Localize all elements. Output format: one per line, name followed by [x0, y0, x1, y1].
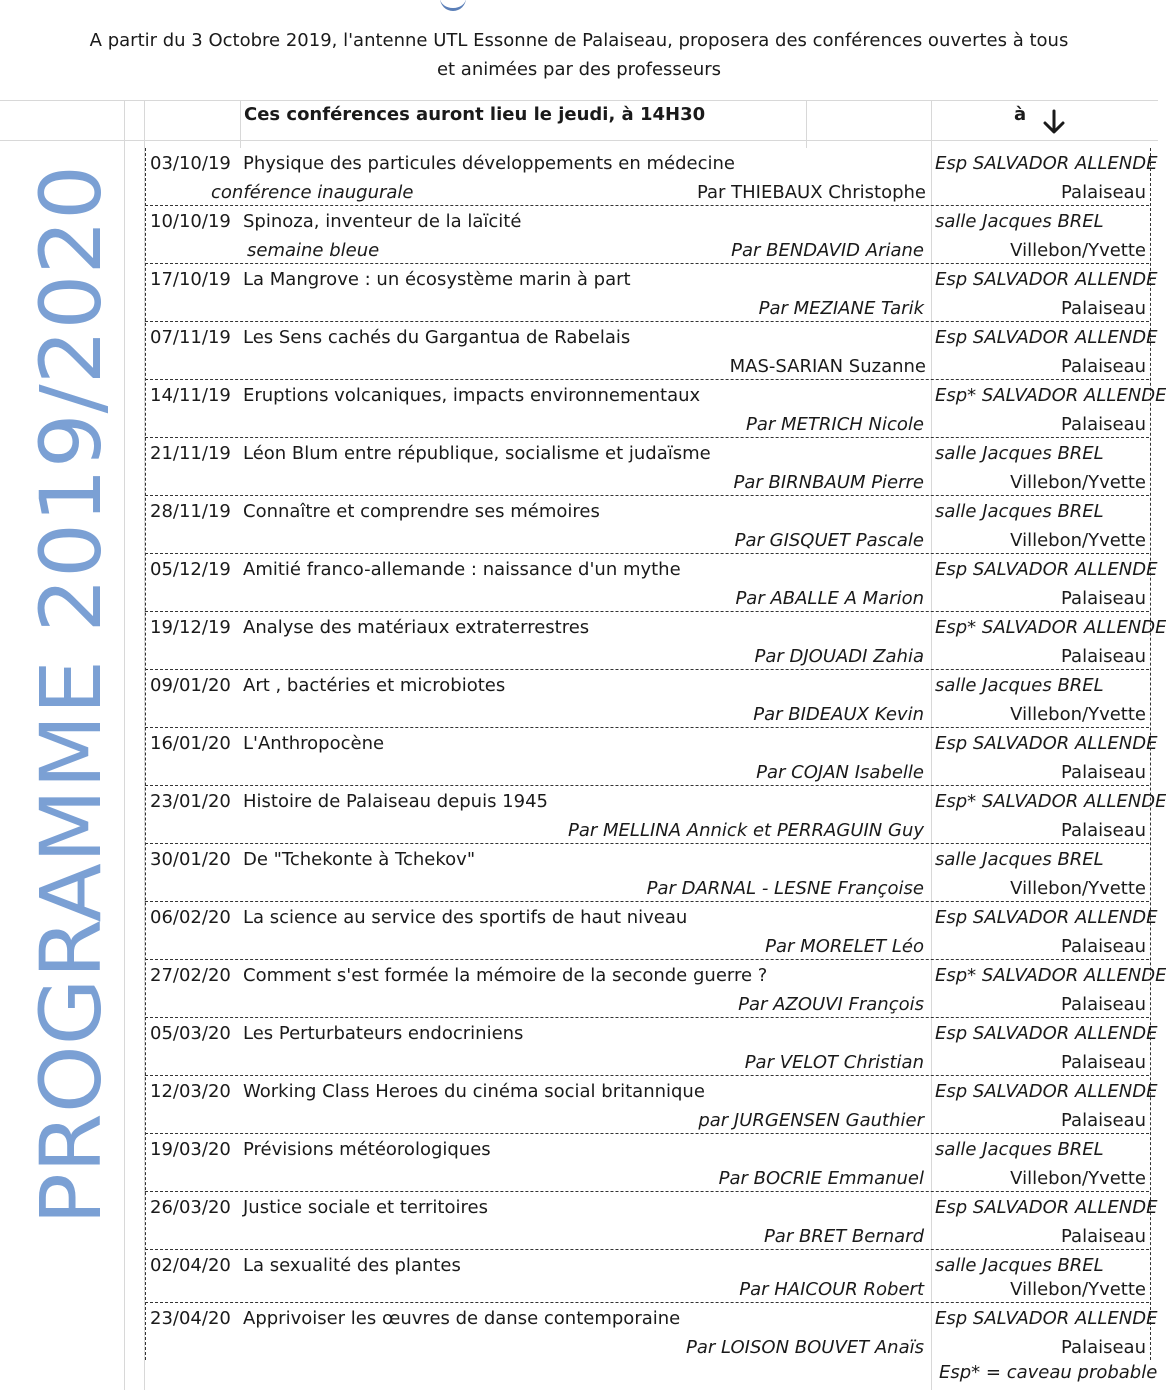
conference-date: 03/10/19: [150, 153, 231, 174]
conference-town: Palaiseau: [1061, 994, 1146, 1015]
conference-title: Eruptions volcaniques, impacts environnementaux: [243, 385, 701, 406]
conference-speaker: Par HAICOUR Robert: [739, 1279, 924, 1300]
conference-date: 12/03/20: [150, 1081, 231, 1102]
conference-town: Villebon/Yvette: [1010, 530, 1146, 551]
footnote: Esp* = caveau probable: [939, 1362, 1158, 1383]
row-separator: [145, 1302, 1149, 1303]
conference-venue: Esp SALVADOR ALLENDE: [935, 269, 1158, 290]
conference-title: L'Anthropocène: [243, 733, 385, 754]
conference-speaker: par JURGENSEN Gauthier: [698, 1110, 924, 1131]
conference-speaker: Par GISQUET Pascale: [734, 530, 924, 551]
conference-speaker: Par VELOT Christian: [744, 1052, 924, 1073]
conference-speaker: Par THIEBAUX Christophe: [696, 182, 926, 203]
conference-title: Les Sens cachés du Gargantua de Rabelais: [243, 327, 631, 348]
conference-title: Prévisions météorologiques: [243, 1139, 491, 1160]
row-separator: [145, 1075, 1149, 1076]
conference-venue: salle Jacques BREL: [935, 675, 1104, 696]
conference-venue: Esp* SALVADOR ALLENDE: [935, 617, 1166, 638]
side-title-text: PROGRAMME 2019/2020: [22, 191, 120, 1225]
conference-venue: salle Jacques BREL: [935, 849, 1104, 870]
row-separator: [145, 727, 1149, 728]
conference-venue: Esp SALVADOR ALLENDE: [935, 1197, 1158, 1218]
conference-title: Histoire de Palaiseau depuis 1945: [243, 791, 548, 812]
conference-title: Justice sociale et territoires: [243, 1197, 488, 1218]
conference-title: Léon Blum entre république, socialisme et judaïsme: [243, 443, 711, 464]
conference-town: Villebon/Yvette: [1010, 878, 1146, 899]
conference-venue: Esp SALVADOR ALLENDE: [935, 559, 1158, 580]
conference-speaker: Par AZOUVI François: [738, 994, 924, 1015]
conference-title: Apprivoiser les œuvres de danse contemporaine: [243, 1308, 681, 1329]
conference-town: Palaiseau: [1061, 1052, 1146, 1073]
conference-town: Palaiseau: [1061, 936, 1146, 957]
conference-title: De "Tchekonte à Tchekov": [243, 849, 476, 870]
conference-title: Physique des particules développements en médecine: [243, 153, 735, 174]
conference-speaker: Par BRET Bernard: [763, 1226, 924, 1247]
conference-date: 16/01/20: [150, 733, 231, 754]
conference-date: 14/11/19: [150, 385, 231, 406]
conference-date: 21/11/19: [150, 443, 231, 464]
conference-date: 06/02/20: [150, 907, 231, 928]
conference-date: 26/03/20: [150, 1197, 231, 1218]
conference-town: Villebon/Yvette: [1010, 472, 1146, 493]
conference-venue: salle Jacques BREL: [935, 1139, 1104, 1160]
row-separator: [145, 1191, 1149, 1192]
row-separator: [145, 553, 1149, 554]
conference-town: Villebon/Yvette: [1010, 1279, 1146, 1300]
row-separator: [145, 611, 1149, 612]
conference-title: La Mangrove : un écosystème marin à part: [243, 269, 631, 290]
conference-speaker: Par BENDAVID Ariane: [731, 240, 924, 261]
conference-town: Palaiseau: [1061, 298, 1146, 319]
schedule-header-title: Ces conférences auront lieu le jeudi, à 14H30: [244, 104, 706, 125]
conference-speaker: Par BOCRIE Emmanuel: [718, 1168, 924, 1189]
conference-speaker: Par MELLINA Annick et PERRAGUIN Guy: [568, 820, 924, 841]
conference-town: Palaiseau: [1061, 414, 1146, 435]
row-separator: [145, 379, 1149, 380]
conference-date: 17/10/19: [150, 269, 231, 290]
conference-speaker: Par BIDEAUX Kevin: [753, 704, 924, 725]
conference-date: 19/12/19: [150, 617, 231, 638]
conference-town: Palaiseau: [1061, 588, 1146, 609]
grid-column-line: [124, 100, 125, 1390]
conference-town: Palaiseau: [1061, 646, 1146, 667]
conference-title: Working Class Heroes du cinéma social britannique: [243, 1081, 705, 1102]
conference-town: Palaiseau: [1061, 1226, 1146, 1247]
conference-date: 10/10/19: [150, 211, 231, 232]
conference-date: 23/01/20: [150, 791, 231, 812]
conference-venue: Esp* SALVADOR ALLENDE: [935, 385, 1166, 406]
conference-speaker: Par MEZIANE Tarik: [758, 298, 924, 319]
conference-town: Palaiseau: [1061, 1110, 1146, 1131]
conference-date: 02/04/20: [150, 1255, 231, 1276]
row-separator: [145, 785, 1149, 786]
row-separator: [145, 437, 1149, 438]
side-title: [22, 160, 120, 1225]
row-separator: [145, 321, 1149, 322]
conference-venue: salle Jacques BREL: [935, 501, 1104, 522]
conference-note: semaine bleue: [247, 240, 380, 261]
conference-town: Villebon/Yvette: [1010, 704, 1146, 725]
conference-speaker: Par ABALLE A Marion: [735, 588, 924, 609]
row-separator: [145, 1249, 1149, 1250]
conference-speaker: Par COJAN Isabelle: [756, 762, 924, 783]
row-separator: [145, 843, 1149, 844]
conference-title: Art , bactéries et microbiotes: [243, 675, 506, 696]
row-separator: [145, 669, 1149, 670]
conference-venue: salle Jacques BREL: [935, 211, 1104, 232]
conference-title: La science au service des sportifs de haut niveau: [243, 907, 688, 928]
conference-town: Palaiseau: [1061, 762, 1146, 783]
conference-date: 27/02/20: [150, 965, 231, 986]
conference-date: 05/03/20: [150, 1023, 231, 1044]
conference-town: Palaiseau: [1061, 182, 1146, 203]
intro-line-1: A partir du 3 Octobre 2019, l'antenne UTL Essonne de Palaiseau, proposera des conférences ouvertes à tous: [89, 30, 1069, 51]
conference-speaker: Par METRICH Nicole: [746, 414, 924, 435]
conference-venue: Esp SALVADOR ALLENDE: [935, 1308, 1158, 1329]
conference-title: Connaître et comprendre ses mémoires: [243, 501, 600, 522]
row-separator: [145, 495, 1149, 496]
conference-title: Spinoza, inventeur de la laïcité: [243, 211, 522, 232]
conference-venue: Esp SALVADOR ALLENDE: [935, 1023, 1158, 1044]
conference-title: Analyse des matériaux extraterrestres: [243, 617, 590, 638]
conference-date: 19/03/20: [150, 1139, 231, 1160]
conference-title: Les Perturbateurs endocriniens: [243, 1023, 524, 1044]
conference-speaker: MAS-SARIAN Suzanne: [729, 356, 926, 377]
conference-venue: Esp* SALVADOR ALLENDE: [935, 965, 1166, 986]
grid-row-line: [0, 100, 1158, 101]
row-separator: [145, 959, 1149, 960]
conference-title: Amitié franco-allemande : naissance d'un mythe: [243, 559, 681, 580]
venue-header-label: à: [1014, 104, 1027, 125]
conference-town: Palaiseau: [1061, 1337, 1146, 1358]
row-separator: [145, 1017, 1149, 1018]
conference-speaker: Par DARNAL - LESNE Françoise: [646, 878, 924, 899]
conference-venue: salle Jacques BREL: [935, 1255, 1104, 1276]
conference-note: conférence inaugurale: [211, 182, 414, 203]
conference-speaker: Par BIRNBAUM Pierre: [733, 472, 924, 493]
row-separator: [145, 901, 1149, 902]
conference-town: Palaiseau: [1061, 356, 1146, 377]
conference-speaker: Par MORELET Léo: [765, 936, 924, 957]
conference-speaker: Par LOISON BOUVET Anaïs: [686, 1337, 924, 1358]
conference-venue: Esp SALVADOR ALLENDE: [935, 153, 1158, 174]
conference-date: 09/01/20: [150, 675, 231, 696]
conference-date: 28/11/19: [150, 501, 231, 522]
grid-row-line: [0, 140, 1158, 141]
conference-title: La sexualité des plantes: [243, 1255, 461, 1276]
conference-town: Villebon/Yvette: [1010, 240, 1146, 261]
intro-line-2: et animées par des professeurs: [436, 59, 722, 80]
conference-venue: Esp SALVADOR ALLENDE: [935, 1081, 1158, 1102]
conference-town: Palaiseau: [1061, 820, 1146, 841]
conference-venue: Esp SALVADOR ALLENDE: [935, 907, 1158, 928]
conference-date: 30/01/20: [150, 849, 231, 870]
arrow-down-icon: [1042, 109, 1066, 135]
row-separator: [145, 1133, 1149, 1134]
conference-venue: Esp SALVADOR ALLENDE: [935, 733, 1158, 754]
conference-venue: Esp SALVADOR ALLENDE: [935, 327, 1158, 348]
conference-date: 23/04/20: [150, 1308, 231, 1329]
conference-venue: salle Jacques BREL: [935, 443, 1104, 464]
partial-logo-arc: [440, 0, 466, 11]
row-separator: [145, 205, 1149, 206]
conference-venue: Esp* SALVADOR ALLENDE: [935, 791, 1166, 812]
conference-date: 05/12/19: [150, 559, 231, 580]
conference-date: 07/11/19: [150, 327, 231, 348]
conference-town: Villebon/Yvette: [1010, 1168, 1146, 1189]
row-separator: [145, 263, 1149, 264]
conference-title: Comment s'est formée la mémoire de la seconde guerre ?: [243, 965, 768, 986]
conference-speaker: Par DJOUADI Zahia: [754, 646, 924, 667]
